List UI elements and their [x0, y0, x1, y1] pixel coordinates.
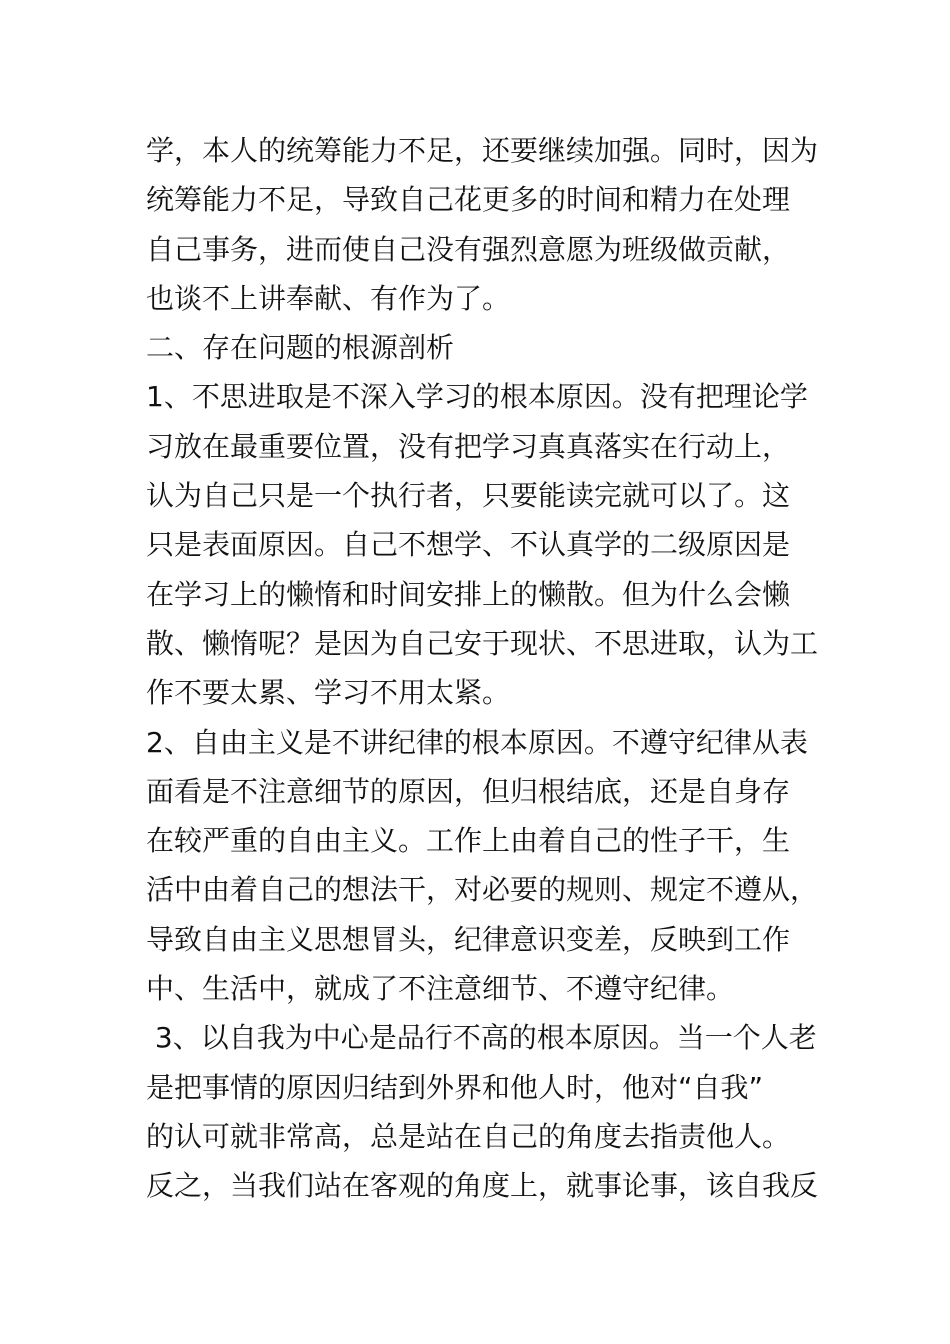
text-line: 活中由着自己的想法干，对必要的规则、规定不遵从， [146, 873, 819, 907]
text-line: 统筹能力不足，导致自己花更多的时间和精力在处理 [146, 183, 791, 217]
text-line: 面看是不注意细节的原因，但归根结底，还是自身存 [146, 774, 791, 808]
text-line: 自己事务，进而使自己没有强烈意愿为班级做贡献， [146, 232, 791, 266]
text-line: 的认可就非常高，总是站在自己的角度去指责他人。 [146, 1119, 791, 1153]
text-line: 中、生活中，就成了不注意细节、不遵守纪律。 [146, 972, 735, 1006]
text-line: 学，本人的统筹能力不足，还要继续加强。同时，因为 [146, 134, 819, 167]
text-line: 散、懒惰呢？是因为自己安于现状、不思进取，认为工 [146, 626, 819, 660]
text-line: 也谈不上讲奉献、有作为了。 [146, 281, 511, 315]
text-line: 作不要太累、学习不用太紧。 [146, 676, 511, 710]
text-line: 只是表面原因。自己不想学、不认真学的二级原因是 [146, 528, 791, 562]
text-line: 在学习上的懒惰和时间安排上的懒散。但为什么会懒 [146, 577, 791, 611]
document-body [146, 126, 819, 1211]
text-line: 导致自由主义思想冒头，纪律意识变差，反映到工作 [146, 922, 791, 956]
text-line: 是把事情的原因归结到外界和他人时，他对“自我” [146, 1070, 764, 1104]
section-heading: 二、存在问题的根源剖析 [146, 331, 455, 365]
text-line: 3、以自我为中心是品行不高的根本原因。当一个人老 [146, 1021, 817, 1055]
text-line: 1、不思进取是不深入学习的根本原因。没有把理论学 [146, 380, 808, 414]
text-line: 2、自由主义是不讲纪律的根本原因。不遵守纪律从表 [146, 725, 808, 759]
text-line: 认为自己只是一个执行者，只要能读完就可以了。这 [146, 479, 791, 513]
text-line: 在较严重的自由主义。工作上由着自己的性子干，生 [146, 824, 791, 858]
text-line: 习放在最重要位置，没有把学习真真落实在行动上， [146, 429, 791, 463]
text-line: 反之，当我们站在客观的角度上，就事论事，该自我反 [146, 1169, 819, 1203]
